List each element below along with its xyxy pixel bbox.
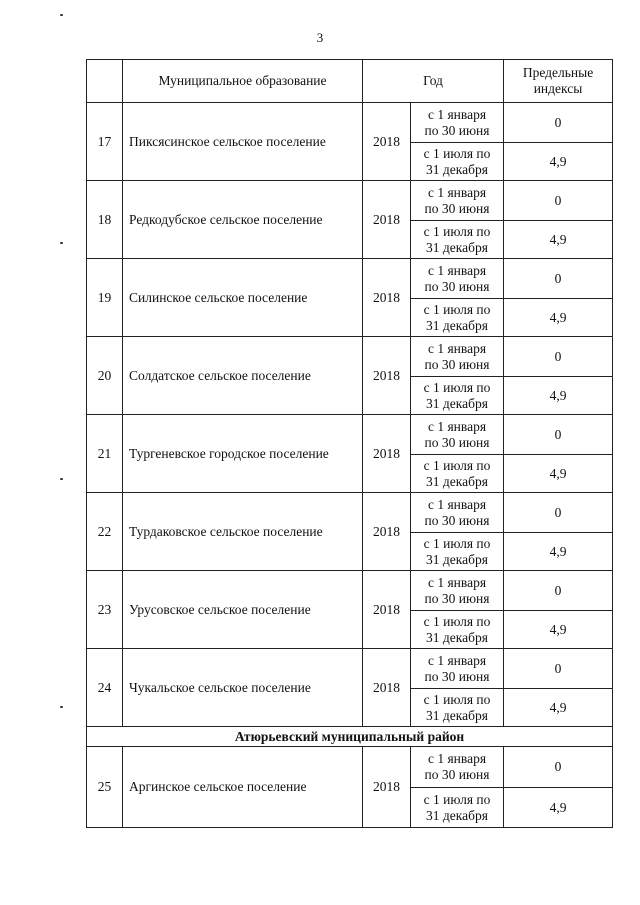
- period-second-half: [411, 377, 504, 415]
- period-line: с 1 января: [427, 496, 487, 512]
- period-line: по 30 июня: [424, 590, 490, 606]
- index-value-first-half: 0: [504, 571, 613, 611]
- period-line: с 1 июля по: [423, 379, 491, 395]
- scan-speck: [60, 478, 63, 480]
- index-value-second-half: 4,9: [504, 377, 613, 415]
- year-cell: 2018: [363, 259, 411, 337]
- period-line: 31 декабря: [426, 629, 488, 645]
- municipality-name: Урусовское сельское поселение: [123, 571, 363, 649]
- municipality-name: Турдаковское сельское поселение: [123, 493, 363, 571]
- period-first-half: [411, 337, 504, 377]
- index-value-second-half: 4,9: [504, 611, 613, 649]
- table-row: [87, 259, 613, 299]
- period-line: с 1 января: [427, 751, 487, 766]
- period-line: 31 декабря: [426, 161, 488, 177]
- index-value-second-half: 4,9: [504, 455, 613, 493]
- period-second-half: [411, 299, 504, 337]
- header-num: [87, 60, 123, 103]
- period-line: с 1 января: [427, 652, 487, 668]
- municipality-name: Силинское сельское поселение: [123, 259, 363, 337]
- period-line: по 30 июня: [424, 278, 490, 294]
- period-line: с 1 июля по: [423, 457, 491, 473]
- district-title: Атюрьевский муниципальный район: [87, 727, 613, 747]
- municipality-name: Солдатское сельское поселение: [123, 337, 363, 415]
- index-value-first-half: 0: [504, 103, 613, 143]
- row-number: 19: [87, 259, 123, 337]
- index-value-first-half: 0: [504, 259, 613, 299]
- period-line: с 1 июля по: [423, 791, 491, 807]
- period-line: 31 декабря: [426, 473, 488, 489]
- period-first-half: [411, 493, 504, 533]
- period-line: с 1 января: [427, 262, 487, 278]
- table-row: [87, 181, 613, 221]
- header-index-line1: Предельные: [522, 65, 594, 80]
- table-row: [87, 415, 613, 455]
- period-second-half: [411, 611, 504, 649]
- period-second-half: [411, 689, 504, 727]
- period-line: с 1 января: [427, 574, 487, 590]
- header-index: [504, 60, 613, 103]
- index-value-first-half: 0: [504, 337, 613, 377]
- table-row: [87, 103, 613, 143]
- header-mo: Муниципальное образование: [123, 60, 363, 103]
- period-line: 31 декабря: [426, 395, 488, 411]
- row-number: 25: [87, 747, 123, 828]
- row-number: 21: [87, 415, 123, 493]
- period-line: с 1 июля по: [423, 223, 491, 239]
- period-line: с 1 января: [427, 340, 487, 356]
- period-line: с 1 июля по: [423, 691, 491, 707]
- municipality-name: Редкодубское сельское поселение: [123, 181, 363, 259]
- row-number: 17: [87, 103, 123, 181]
- page-number: 3: [316, 30, 324, 45]
- period-second-half: [411, 455, 504, 493]
- index-value-second-half: 4,9: [504, 221, 613, 259]
- period-line: с 1 июля по: [423, 301, 491, 317]
- period-line: 31 декабря: [426, 707, 488, 723]
- year-cell: 2018: [363, 493, 411, 571]
- period-line: по 30 июня: [424, 767, 490, 782]
- row-number: 22: [87, 493, 123, 571]
- scan-speck: [60, 706, 63, 708]
- index-value-first-half: 0: [504, 181, 613, 221]
- period-line: по 30 июня: [424, 200, 490, 216]
- header-row: [87, 60, 613, 103]
- index-value-first-half: 0: [504, 649, 613, 689]
- period-first-half: [411, 747, 504, 788]
- header-year: Год: [363, 60, 504, 103]
- table-row: [87, 747, 613, 788]
- index-value-second-half: 4,9: [504, 689, 613, 727]
- year-cell: 2018: [363, 181, 411, 259]
- municipality-name: Тургеневское городское поселение: [123, 415, 363, 493]
- index-value-first-half: 0: [504, 415, 613, 455]
- index-value-second-half: 4,9: [504, 299, 613, 337]
- period-line: 31 декабря: [426, 807, 488, 823]
- period-first-half: [411, 259, 504, 299]
- period-first-half: [411, 415, 504, 455]
- year-cell: 2018: [363, 571, 411, 649]
- row-number: 24: [87, 649, 123, 727]
- index-value-second-half: 4,9: [504, 788, 613, 828]
- period-line: 31 декабря: [426, 551, 488, 567]
- row-number: 23: [87, 571, 123, 649]
- period-line: по 30 июня: [424, 356, 490, 372]
- index-value-second-half: 4,9: [504, 533, 613, 571]
- year-cell: 2018: [363, 103, 411, 181]
- table-row: [87, 649, 613, 689]
- municipality-name: Аргинское сельское поселение: [123, 747, 363, 828]
- period-line: с 1 июля по: [423, 535, 491, 551]
- period-second-half: [411, 221, 504, 259]
- period-second-half: [411, 533, 504, 571]
- index-value-first-half: 0: [504, 747, 613, 788]
- table-row: [87, 337, 613, 377]
- index-value-second-half: 4,9: [504, 143, 613, 181]
- period-line: с 1 января: [427, 106, 487, 122]
- period-line: с 1 июля по: [423, 145, 491, 161]
- scan-speck: [60, 14, 63, 16]
- period-first-half: [411, 571, 504, 611]
- district-row: [87, 727, 613, 747]
- period-line: с 1 января: [427, 418, 487, 434]
- municipality-name: Чукальское сельское поселение: [123, 649, 363, 727]
- period-line: по 30 июня: [424, 512, 490, 528]
- period-second-half: [411, 788, 504, 828]
- indices-table: [86, 59, 613, 828]
- table-row: [87, 493, 613, 533]
- period-first-half: [411, 649, 504, 689]
- period-line: по 30 июня: [424, 434, 490, 450]
- year-cell: 2018: [363, 415, 411, 493]
- period-line: по 30 июня: [424, 668, 490, 684]
- period-line: 31 декабря: [426, 317, 488, 333]
- row-number: 20: [87, 337, 123, 415]
- period-line: 31 декабря: [426, 239, 488, 255]
- header-index-line2: индексы: [533, 81, 583, 96]
- municipality-name: Пиксясинское сельское поселение: [123, 103, 363, 181]
- year-cell: 2018: [363, 747, 411, 828]
- period-line: по 30 июня: [424, 122, 490, 138]
- period-first-half: [411, 103, 504, 143]
- period-line: с 1 июля по: [423, 613, 491, 629]
- table-row: [87, 571, 613, 611]
- period-first-half: [411, 181, 504, 221]
- table-body: [87, 60, 613, 828]
- scan-speck: [60, 242, 63, 244]
- year-cell: 2018: [363, 337, 411, 415]
- period-second-half: [411, 143, 504, 181]
- row-number: 18: [87, 181, 123, 259]
- index-value-first-half: 0: [504, 493, 613, 533]
- year-cell: 2018: [363, 649, 411, 727]
- period-line: с 1 января: [427, 184, 487, 200]
